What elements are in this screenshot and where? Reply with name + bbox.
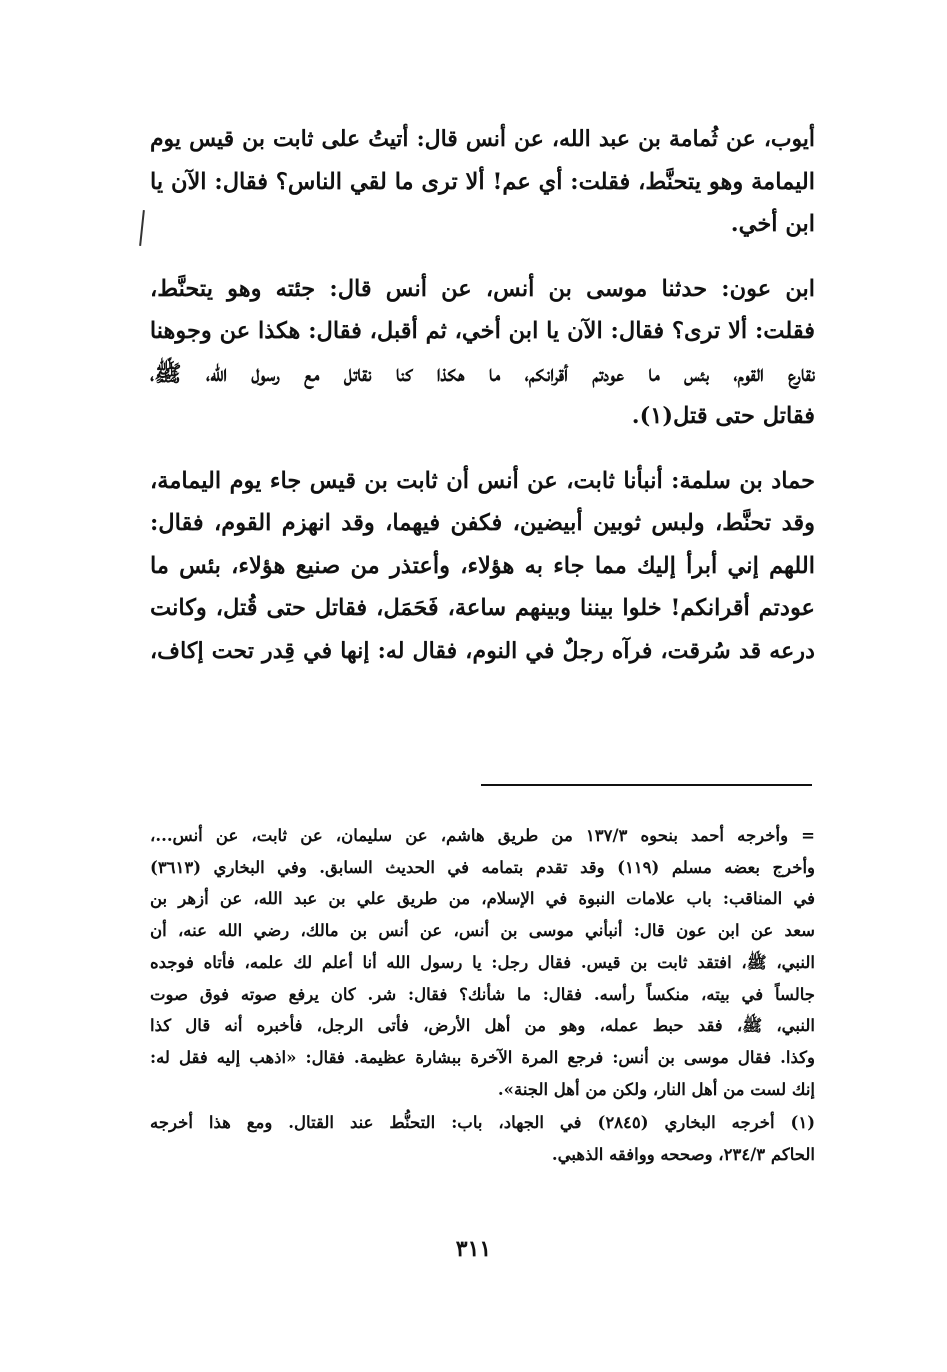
text-line: حماد بن سلمة: أنبأنا ثابت، عن أنس أن ثابت بن قيس جاء يوم اليمامة،: [150, 467, 815, 494]
footnote-line: جالساً في بيته، منكساً رأسه. فقال: ما شأنك؟ فقال: شر. كان يرفع صوته فوق صوت: [150, 984, 815, 1004]
text-line: اليمامة وهو يتحنَّط، فقلت: أي عم! ألا ترى ما لقي الناس؟ فقال: الآن يا: [150, 168, 815, 195]
text-line: فقلت: ألا ترى؟ فقال: الآن يا ابن أخي، ثم أقبل، فقال: هكذا عن وجوهنا: [149, 318, 815, 344]
footnote-continued: [150, 820, 815, 1105]
footnote-line: إنك لست من أهل النار، ولكن من أهل الجنة».: [497, 1079, 815, 1099]
text-line: فقاتل حتى قتل(١).: [631, 403, 815, 429]
footnote-line: (١) أخرجه البخاري (٢٨٤٥) في الجهاد، باب: التحنُّط عند القتال. ومع هذا أخرجه: [150, 1113, 815, 1133]
footnotes: [150, 820, 815, 1171]
paragraph-1: [150, 118, 815, 246]
footnote-line: سعد عن ابن عون قال: أنبأني موسى بن أنس، عن أنس بن مالك، رضي الله عنه، أن: [150, 921, 815, 941]
text-line: ابن عون: حدثنا موسى بن أنس، عن أنس قال: جئته وهو يتحنَّط،: [150, 275, 815, 302]
text-line: عودتم أقرانكم! خلوا بيننا وبينهم ساعة، فَحَمَل، فقاتل حتى قُتل، وكانت: [150, 595, 815, 621]
text-line: اللهم إني أبرأ إليك مما جاء به هؤلاء، وأعتذر من صنيع هؤلاء، بئس ما: [150, 552, 815, 579]
footnote-line: وكذا. فقال موسى بن أنس: فرجع المرة الآخرة ببشارة عظيمة. فقال: «اذهب إليه فقل له:: [150, 1047, 815, 1067]
page-number: ٣١١: [455, 1236, 492, 1262]
footnote-1: [150, 1107, 815, 1170]
text-line: ابن أخي.: [730, 211, 815, 237]
footnote-separator: [481, 784, 812, 786]
main-text: [150, 118, 815, 672]
paragraph-3: [150, 460, 815, 673]
text-line: درعه قد سُرقت، فرآه رجلٌ في النوم، فقال له: إنها في قِدر تحت إكاف،: [150, 637, 815, 664]
footnote-line: وأخرج بعضه مسلم (١١٩) وقد تقدم بتمامه في الحديث السابق. وفي البخاري (٣٦١٣): [150, 857, 815, 877]
paragraph-2: [150, 268, 815, 438]
footnote-line: النبي، ﷺ، فقد حبط عمله، وهو من أهل الأرض، فأتى الرجل، فأخبره أنه قال كذا: [150, 1016, 815, 1036]
text-line: أيوب، عن ثُمامة بن عبد الله، عن أنس قال: أتيتُ على ثابت بن قيس يوم: [150, 126, 815, 152]
margin-pen-mark: [139, 210, 145, 246]
footnote-line: النبي، ﷺ، افتقد ثابت بن قيس. فقال رجل: يا رسول الله أنا أعلم لك علمه، فأتاه فوجده: [150, 952, 815, 972]
text-line: وقد تحنَّط، ولبس ثوبين أبيضين، فكفن فيهما، وقد انهزم القوم، فقال:: [150, 510, 815, 536]
footnote-line: = وأخرجه أحمد بنحوه ١٣٧/٣ من طريق هاشم، عن سليمان، عن ثابت، عن أنس...،: [150, 826, 815, 845]
text-line: نقارع القوم، بئس ما عودتم أقرانكم، ما هكذا كنا نقاتل مع رسول الله، ﷺ،: [150, 360, 815, 387]
footnote-line: الحاكم ٢٣٤/٣، وصححه ووافقه الذهبي.: [551, 1145, 815, 1165]
footnote-line: في المناقب: باب علامات النبوة في الإسلام، من طريق علي بن عبد الله، عن أزهر بن: [150, 889, 815, 909]
